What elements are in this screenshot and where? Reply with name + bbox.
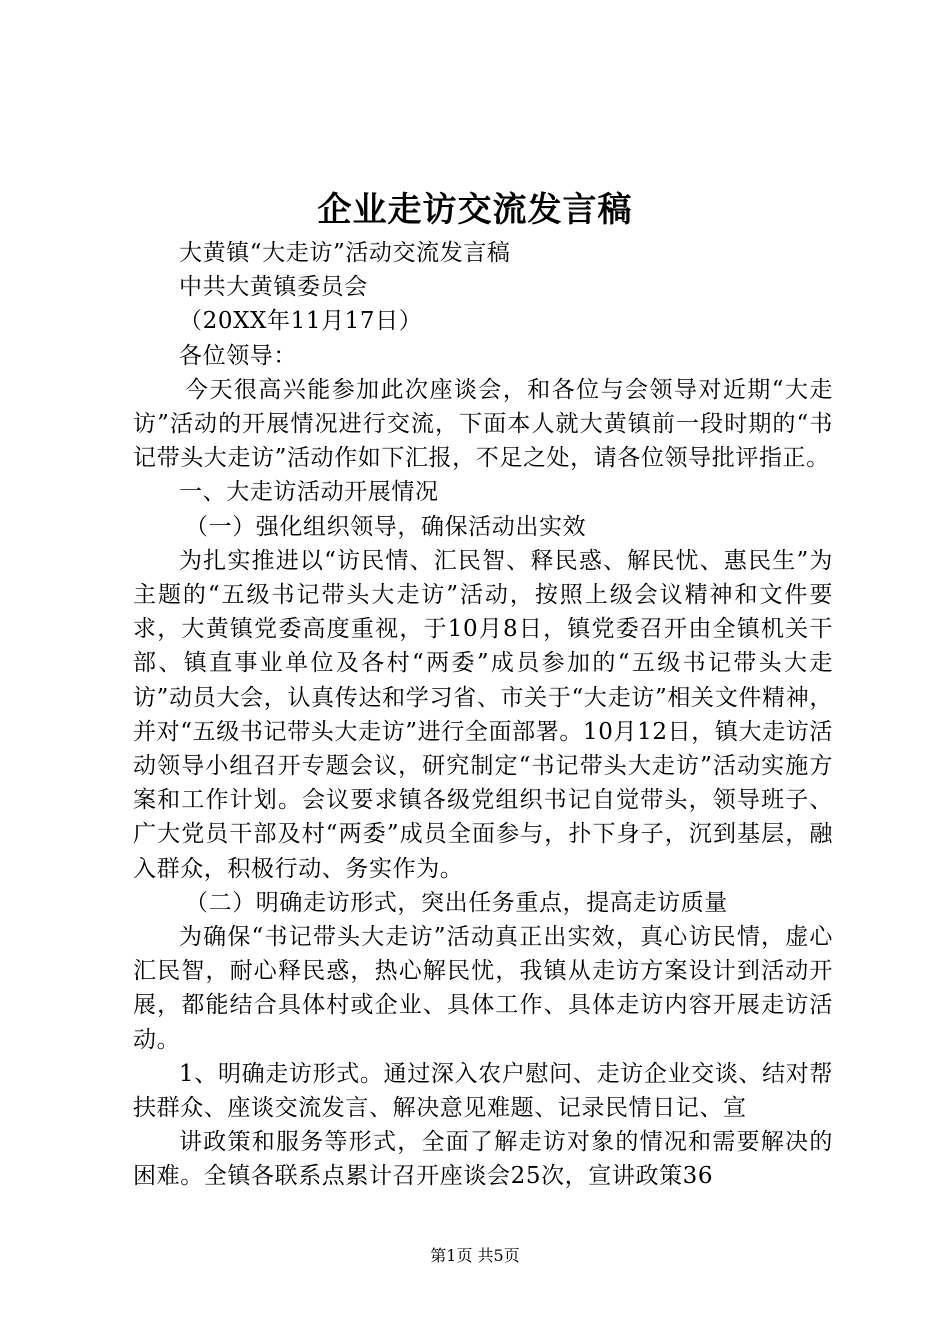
- subsection-heading-2: （二）明确走访形式，突出任务重点，提高走访质量: [185, 889, 728, 916]
- paragraph-body-2: 为确保“书记带头大走访”活动真正出实效，真心访民情，虚心汇民智，耐心释民惑，热心解民忧，我镇从走访方案设计到活动开展，都能结合具体村或企业、具体工作、具体走访内容开展走访活动。: [133, 924, 833, 1053]
- section-heading: 一、大走访活动开展情况: [179, 479, 439, 506]
- salutation: 各位领导：: [179, 342, 297, 369]
- document-title: 企业走访交流发言稿: [317, 190, 633, 230]
- speech-author: 中共大黄镇委员会: [179, 274, 368, 301]
- page-footer: 第1页 共5页: [430, 1246, 520, 1265]
- speech-date: （20XX年11月17日）: [179, 308, 423, 335]
- speech-subtitle: 大黄镇“大走访”活动交流发言稿: [179, 240, 511, 266]
- paragraph-body-1: 为扎实推进以“访民情、汇民智、释民惑、解民忧、惠民生”为主题的“五级书记带头大走访”活动，按照上级会议精神和文件要求，大黄镇党委高度重视，于10月8日，镇党委召开由全镇机关干部、镇直事业单位及各村“两委”成员参加的“五级书记带头大走访”动员大会，认真传达和学习省、市关于“大走访”相关文件精神，并对“五级书记带头大走访”进行全面部署。10月12日，镇大走访活动领导小组召开专题会议，研究制定“书记带头大走访”活动实施方案和工作计划。会议要求镇各级党组织书记自觉带头，领导班子、广大党员干部及村“两委”成员全面参与，扑下身子，沉到基层，融入群众，积极行动、务实作为。: [133, 547, 833, 882]
- paragraph-item-1: 1、明确走访形式。通过深入农户慰问、走访企业交谈、结对帮扶群众、座谈交流发言、解决意见难题、记录民情日记、宣: [133, 1060, 833, 1122]
- paragraph-item-1-continued: 讲政策和服务等形式，全面了解走访对象的情况和需要解决的困难。全镇各联系点累计召开座谈会25次，宣讲政策36: [133, 1129, 833, 1190]
- document-body: [133, 236, 833, 1194]
- paragraph-intro: 今天很高兴能参加此次座谈会，和各位与会领导对近期“大走访”活动的开展情况进行交流，下面本人就大黄镇前一段时期的“书记带头大走访”活动作如下汇报，不足之处，请各位领导批评指正。: [133, 376, 833, 472]
- subsection-heading-1: （一）强化组织领导，确保活动出实效: [185, 513, 587, 540]
